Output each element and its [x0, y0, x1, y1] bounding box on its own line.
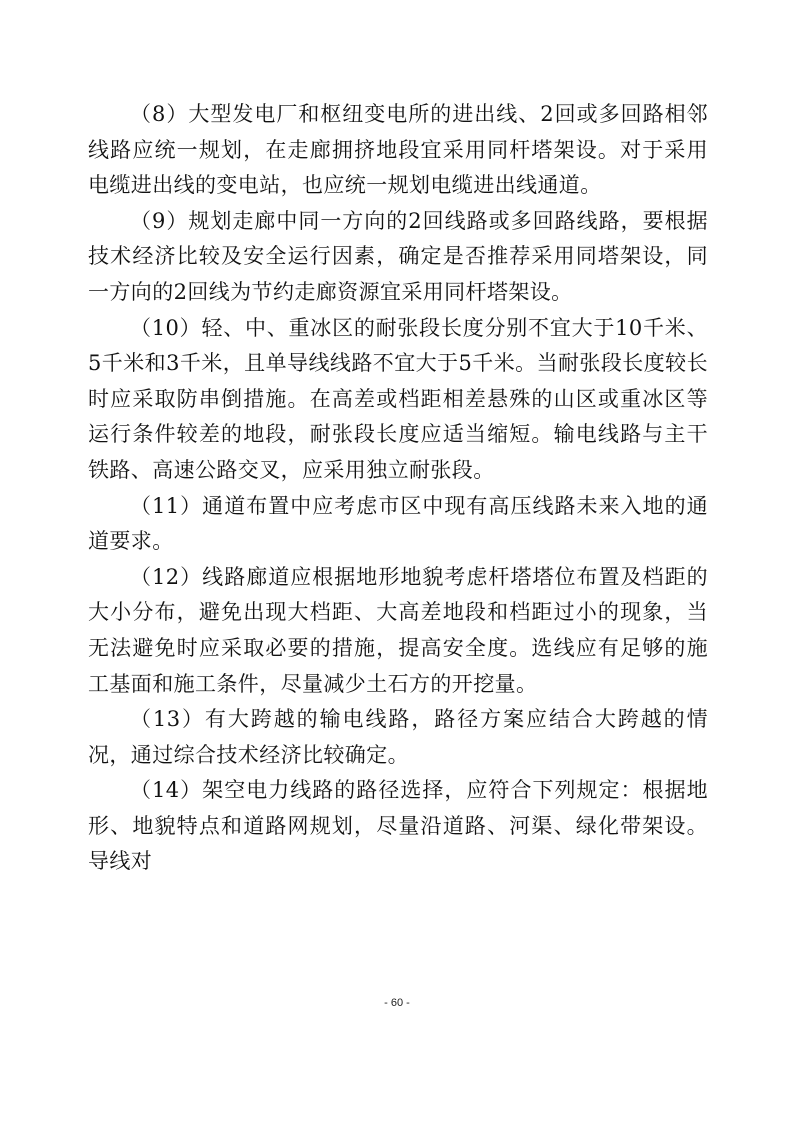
- paragraph-item-13: （13）有大跨越的输电线路，路径方案应结合大跨越的情况，通过综合技术经济比较确定。: [88, 707, 708, 767]
- paragraph-item-9: （9）规划走廊中同一方向的2回线路或多回路线路，要根据技术经济比较及安全运行因素，确定是否推荐采用同塔架设，同一方向的2回线为节约走廊资源宜采用同杆塔架设。: [88, 208, 708, 304]
- paragraph-item-12: （12）线路廊道应根据地形地貌考虑杆塔塔位布置及档距的大小分布，避免出现大档距、大高差地段和档距过小的现象，当无法避免时应采取必要的措施，提高安全度。选线应有足够的施工基面和施工条件，尽量减少土石方的开挖量。: [88, 564, 708, 696]
- document-body: [88, 97, 708, 880]
- page-number: - 60 -: [384, 997, 410, 1009]
- paragraph-item-8: （8）大型发电厂和枢纽变电所的进出线、2回或多回路相邻线路应统一规划，在走廊拥挤地段宜采用同杆塔架设。对于采用电缆进出线的变电站，也应统一规划电缆进出线通道。: [88, 102, 708, 198]
- paragraph-item-10: （10）轻、中、重冰区的耐张段长度分别不宜大于10千米、5千米和3千米，且单导线线路不宜大于5千米。当耐张段长度较长时应采取防串倒措施。在高差或档距相差悬殊的山区或重冰区等运行条件较差的地段，耐张段长度应适当缩短。输电线路与主干铁路、高速公路交叉，应采用独立耐张段。: [88, 315, 708, 482]
- paragraph-item-11: （11）通道布置中应考虑市区中现有高压线路未来入地的通道要求。: [88, 493, 708, 554]
- paragraph-item-14: （14）架空电力线路的路径选择，应符合下列规定：根据地形、地貌特点和道路网规划，尽量沿道路、河渠、绿化带架设。导线对: [88, 778, 708, 874]
